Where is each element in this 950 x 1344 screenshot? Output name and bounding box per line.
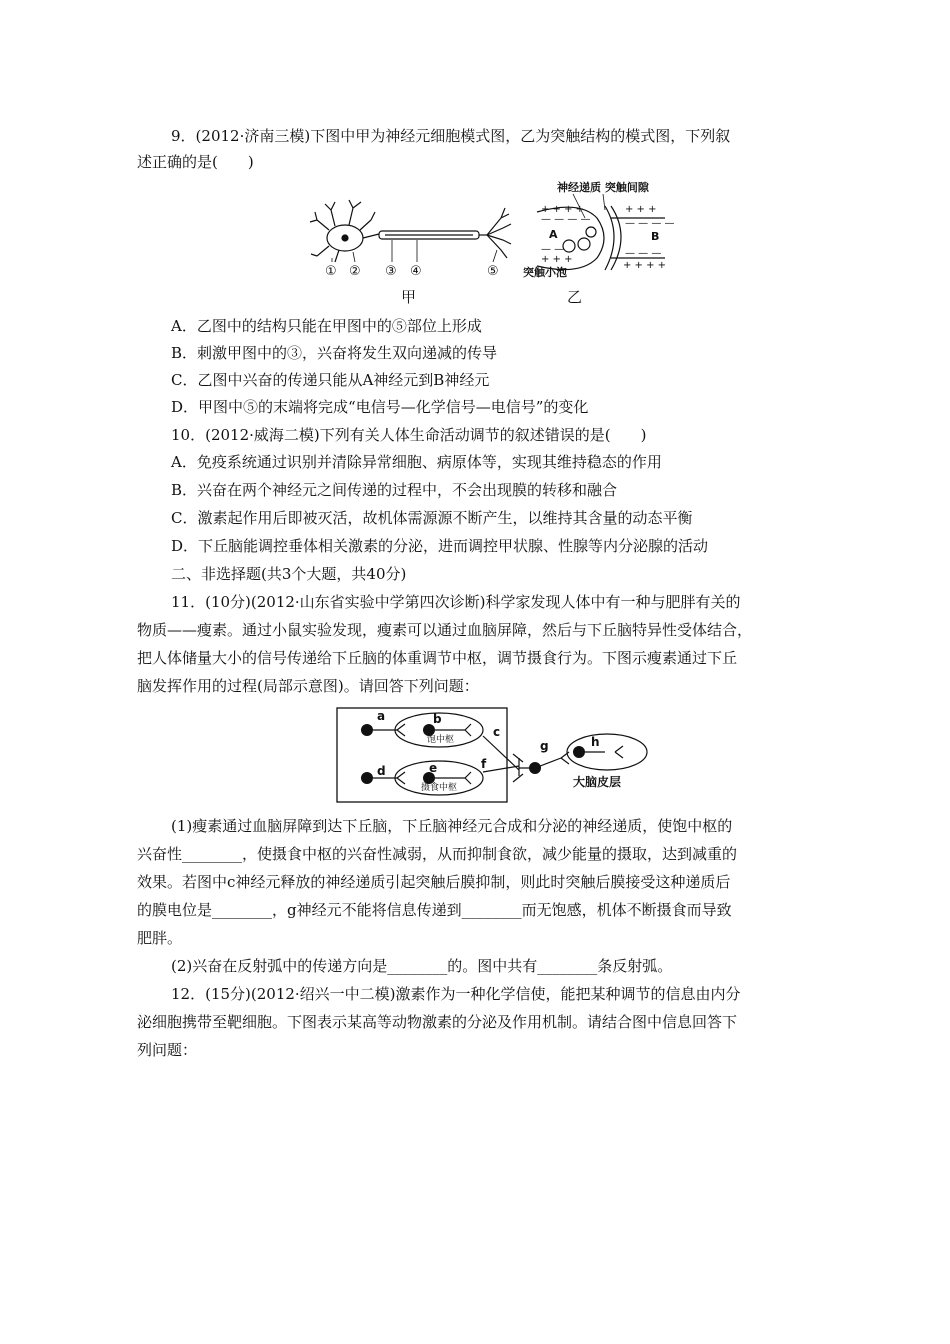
svg-text:— — —: — — — (625, 248, 662, 259)
diagram-label-a: a (377, 709, 386, 723)
svg-text:+ + + +: + + + + (623, 260, 667, 271)
q10-option-d: D．下丘脑能调控垂体相关激素的分泌，进而调控甲状腺、性腺等内分泌腺的活动 (171, 537, 709, 555)
q9-option-b: B．刺激甲图中的③，兴奋将发生双向递减的传导 (171, 344, 498, 362)
svg-text:+ + +: + + + (541, 254, 573, 265)
diagram-label-e: e (429, 761, 438, 775)
q11-figure (335, 706, 655, 804)
svg-text:— — — —: — — — — (541, 214, 591, 225)
q9-option-a: A．乙图中的结构只能在甲图中的⑤部位上形成 (171, 317, 482, 335)
section-heading: 二、非选择题(共3个大题，共40分) (171, 565, 407, 583)
cortex-label: 大脑皮层 (573, 775, 622, 789)
neuron-diagram (310, 200, 511, 262)
svg-text:+ + + +: + + + + (541, 204, 585, 215)
q11-sub1-line-4: 的膜电位是________，g神经元不能将信息传递到________而无饱感，机体不断摄食而导致 (137, 901, 732, 919)
q9-option-d: D．甲图中⑤的末端将完成“电信号—化学信号—电信号”的变化 (171, 398, 589, 416)
q10-option-c: C．激素起作用后即被灭活，故机体需源源不断产生，以维持其含量的动态平衡 (171, 509, 693, 527)
q10-option-a: A．免疫系统通过识别并清除异常细胞、病原体等，实现其维持稳态的作用 (171, 453, 662, 471)
q11-stem-line-4: 脑发挥作用的过程(局部示意图)。请回答下列问题： (137, 677, 479, 695)
diagram-label-g: g (540, 739, 549, 753)
q11-sub1-line-1: (1)瘦素通过血脑屏障到达下丘脑，下丘脑神经元合成和分泌的神经递质，使饱中枢的 (171, 817, 733, 835)
neuron-label-4: ④ (410, 264, 422, 278)
q11-stem-line-3: 把人体储量大小的信号传递给下丘脑的体重调节中枢，调节摄食行为。下图示瘦素通过下丘 (137, 649, 738, 667)
q9-stem-line-2: 述正确的是( ) (137, 153, 254, 171)
caption-jia: 甲 (401, 288, 417, 306)
q9-figure (305, 178, 675, 278)
diagram-label-f: f (481, 757, 487, 771)
q12-stem-line-3: 列问题： (137, 1041, 198, 1059)
q11-sub1-line-3: 效果。若图中c神经元释放的神经递质引起突触后膜抑制，则此时突触后膜接受这种递质后 (137, 873, 731, 891)
q11-stem-line-1: 11．(10分)(2012·山东省实验中学第四次诊断)科学家发现人体中有一种与肥胖有关的 (171, 593, 741, 611)
neuron-labels (325, 264, 499, 278)
neuron-label-2: ② (349, 264, 361, 278)
neuron-label-1: ① (325, 264, 337, 278)
q9-option-c: C．乙图中兴奋的传递只能从A神经元到B神经元 (171, 371, 490, 389)
q11-sub1-line-2: 兴奋性________，使摄食中枢的兴奋性减弱，从而抑制食欲，减少能量的摄取，达到减重的 (137, 845, 738, 863)
q9-stem-line-1: 9．(2012·济南三模)下图中甲为神经元细胞模式图，乙为突触结构的模式图，下列叙 (171, 127, 731, 145)
neuron-label-5: ⑤ (487, 264, 499, 278)
q10-stem: 10．(2012·威海二模)下列有关人体生命活动调节的叙述错误的是( ) (171, 426, 647, 444)
satiety-center-label: 饱中枢 (427, 735, 455, 745)
svg-text:— — — —: — — — — (625, 218, 675, 229)
diagram-label-c: c (493, 725, 501, 739)
q12-stem-line-1: 12．(15分)(2012·绍兴一中二模)激素作为一种化学信使，能把某种调节的信息由内分 (171, 985, 741, 1003)
diagram-label-d: d (377, 764, 386, 778)
synapse-top-label: 神经递质 突触间隙 (557, 181, 649, 194)
diagram-label-b: b (433, 712, 442, 726)
neuron-label-3: ③ (385, 264, 397, 278)
svg-text:— —: — — (541, 244, 565, 255)
q12-stem-line-2: 泌细胞携带至靶细胞。下图表示某高等动物激素的分泌及作用机制。请结合图中信息回答下 (137, 1013, 738, 1031)
q11-sub2: (2)兴奋在反射弧中的传递方向是________的。图中共有________条反射弧。 (171, 957, 673, 975)
q11-stem-line-2: 物质——瘦素。通过小鼠实验发现，瘦素可以通过血脑屏障，然后与下丘脑特异性受体结合， (137, 621, 753, 639)
q10-option-b: B．兴奋在两个神经元之间传递的过程中，不会出现膜的转移和融合 (171, 481, 618, 499)
svg-text:+ + +: + + + (625, 204, 657, 215)
feeding-center-label: 摄食中枢 (421, 783, 458, 793)
diagram-label-h: h (591, 735, 600, 749)
q11-sub1-line-5: 肥胖。 (137, 929, 183, 947)
synapse-vesicle-label: 突触小泡 (523, 266, 567, 278)
synapse-label-b: B (651, 230, 660, 243)
caption-yi: 乙 (567, 288, 583, 306)
synapse-label-a: A (549, 228, 558, 241)
